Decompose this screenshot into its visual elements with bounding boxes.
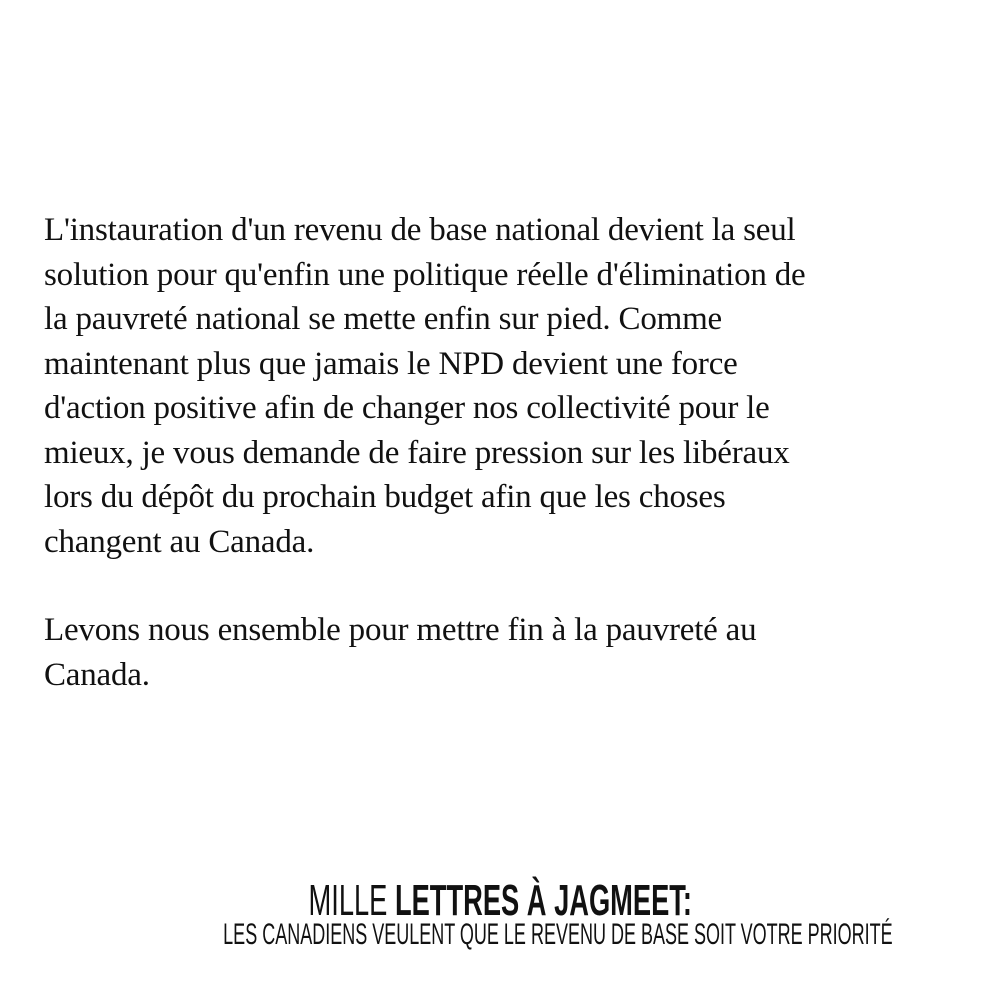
letter-line: L'instauration d'un revenu de base national devient la seul	[44, 212, 796, 248]
letter-line: Levons nous ensemble pour mettre fin à la pauvreté au	[44, 612, 757, 648]
letter-line: d'action positive afin de changer nos collectivité pour le	[44, 390, 770, 426]
letter-line: maintenant plus que jamais le NPD devient une force	[44, 345, 738, 382]
campaign-title-bold: LETTRES À JAGMEET:	[394, 876, 692, 925]
letter-paragraph	[44, 208, 974, 564]
campaign-footer	[0, 876, 1000, 952]
campaign-subtitle-text: LES CANADIENS VEULENT QUE LE REVENU DE BASE SOIT VOTRE PRIORITÉ	[223, 918, 893, 951]
letter-line: Canada.	[44, 656, 150, 693]
campaign-subtitle	[0, 918, 1000, 952]
letter-line: solution pour qu'enfin une politique réelle d'élimination de	[44, 256, 806, 293]
letter-body	[44, 208, 974, 697]
letter-line: changent au Canada.	[44, 523, 315, 560]
campaign-title-light: MILLE	[308, 876, 395, 925]
letter-paragraph	[44, 608, 974, 697]
letter-line: lors du dépôt du prochain budget afin que les choses	[44, 479, 726, 515]
letter-line: la pauvreté national se mette enfin sur pied. Comme	[44, 301, 722, 337]
letter-line: mieux, je vous demande de faire pression sur les libéraux	[44, 434, 790, 471]
